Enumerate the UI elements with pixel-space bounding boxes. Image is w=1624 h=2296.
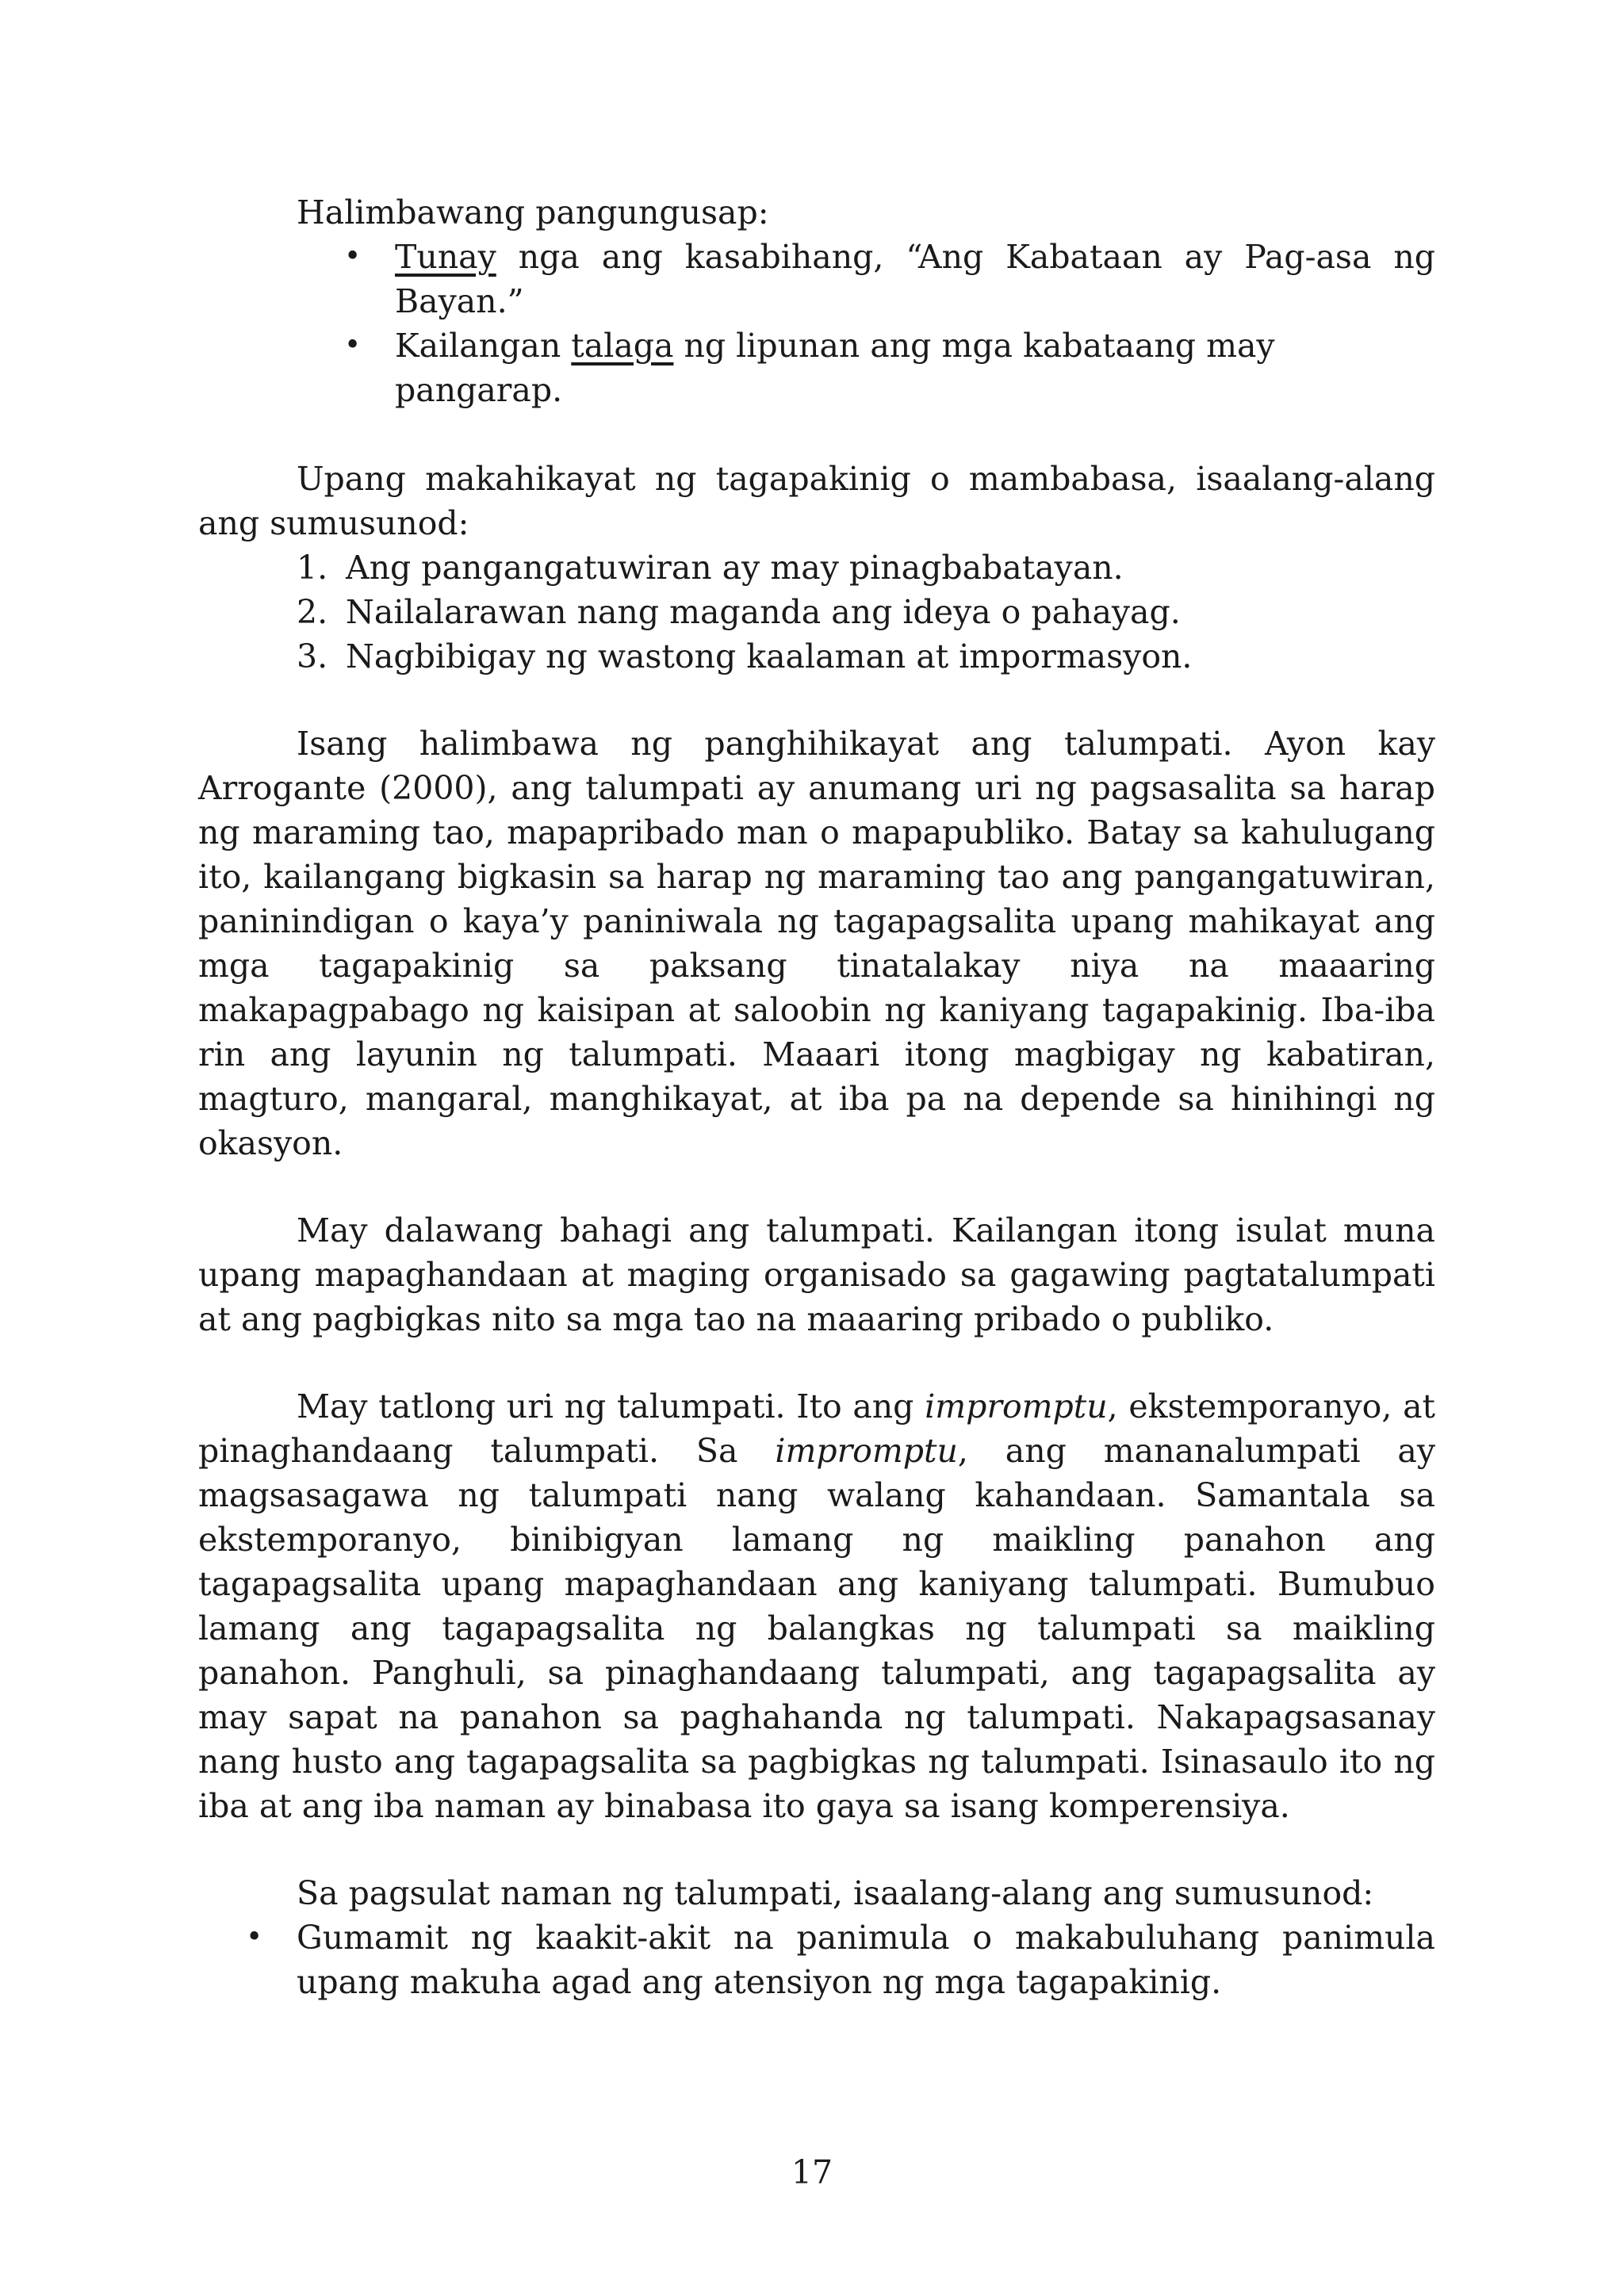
document-body — [198, 190, 1435, 2004]
list-text: Ang pangangatuwiran ay may pinagbabatayan. — [346, 549, 1124, 587]
list-item — [198, 590, 1435, 634]
text-run: , ang mananalumpati ay magsasagawa ng talumpati nang walang kahandaan. Samantala sa ekstemporanyo, binibigyan lamang ng maikling panahon ang tagapagsalita upang mapaghandaan ang kaniyang talumpati. Bumubuo lamang ang tagapagsalita ng balangkas ng talumpati sa maikling panahon. Panghuli, sa pinaghandaang talumpati, ang tagapagsalita ay may sapat na panahon sa paghahanda ng talumpati. Nakapagsasanay nang husto ang tagapagsalita sa pagbigkas ng talumpati. Isinasaulo ito ng iba at ang iba naman ay binabasa ito gaya sa isang komperensiya. — [198, 1432, 1435, 1825]
bullet-icon: • — [246, 1921, 263, 1954]
example-text: nga ang kasabihang, “Ang Kabataan ay Pag-asa ng Bayan.” — [395, 238, 1435, 320]
paragraph-uri — [198, 1384, 1435, 1828]
bullet-icon: • — [344, 329, 362, 362]
underlined-word: talaga — [571, 327, 674, 365]
list-number: 3. — [297, 637, 328, 675]
paragraph-bahagi: May dalawang bahagi ang talumpati. Kailangan itong isulat muna upang mapaghandaan at maging organisado sa gagawing pagtatalumpati at ang pagbigkas nito sa mga tao na maaaring pribado o publiko. — [198, 1211, 1435, 1338]
writing-list — [198, 1915, 1435, 2004]
list-item — [198, 634, 1435, 679]
writing-intro: Sa pagsulat naman ng talumpati, isaalang-alang ang sumusunod: — [297, 1874, 1374, 1912]
list-item — [198, 235, 1435, 323]
examples-list — [198, 235, 1435, 412]
italic-term: impromptu — [925, 1387, 1108, 1425]
example-text: ng lipunan ang mga kabataang may pangarap. — [395, 327, 1275, 409]
underlined-word: Tunay — [395, 238, 496, 276]
list-number: 1. — [297, 549, 328, 587]
list-item — [198, 1915, 1435, 2004]
example-text: Kailangan — [395, 327, 572, 365]
text-run: , ekstemporanyo, at pinaghandaang talumpati. Sa — [198, 1387, 1435, 1470]
list-item — [198, 545, 1435, 590]
italic-term: impromptu — [775, 1432, 958, 1470]
persuade-intro: Upang makahikayat ng tagapakinig o mambabasa, isaalang-alang ang sumusunod: — [198, 460, 1435, 542]
persuade-list — [198, 545, 1435, 679]
list-number: 2. — [297, 593, 328, 631]
examples-intro: Halimbawang pangungusap: — [297, 193, 769, 232]
page-number: 17 — [791, 2153, 833, 2191]
text-run: May tatlong uri ng talumpati. Ito ang — [297, 1387, 925, 1425]
list-text: Nagbibigay ng wastong kaalaman at impormasyon. — [346, 637, 1193, 675]
list-text: Nailalarawan nang maganda ang ideya o pahayag. — [346, 593, 1181, 631]
list-text: Gumamit ng kaakit-akit na panimula o makabuluhang panimula upang makuha agad ang atensiyon ng mga tagapakinig. — [297, 1919, 1435, 2001]
list-item — [198, 323, 1435, 412]
bullet-icon: • — [344, 240, 362, 273]
paragraph-talumpati: Isang halimbawa ng panghihikayat ang talumpati. Ayon kay Arrogante (2000), ang talumpati ay anumang uri ng pagsasalita sa harap ng maraming tao, mapapribado man o mapapubliko. Batay sa kahulugang ito, kailangang bigkasin sa harap ng maraming tao ang pangangatuwiran, paninindigan o kaya’y paniniwala ng tagapagsalita upang mahikayat ang mga tagapakinig sa paksang tinatalakay niya na maaaring makapagpabago ng kaisipan at saloobin ng kaniyang tagapakinig. Iba-iba rin ang layunin ng talumpati. Maaari itong magbigay ng kabatiran, magturo, mangaral, manghikayat, at iba pa na depende sa hinihingi ng okasyon. — [198, 725, 1435, 1162]
